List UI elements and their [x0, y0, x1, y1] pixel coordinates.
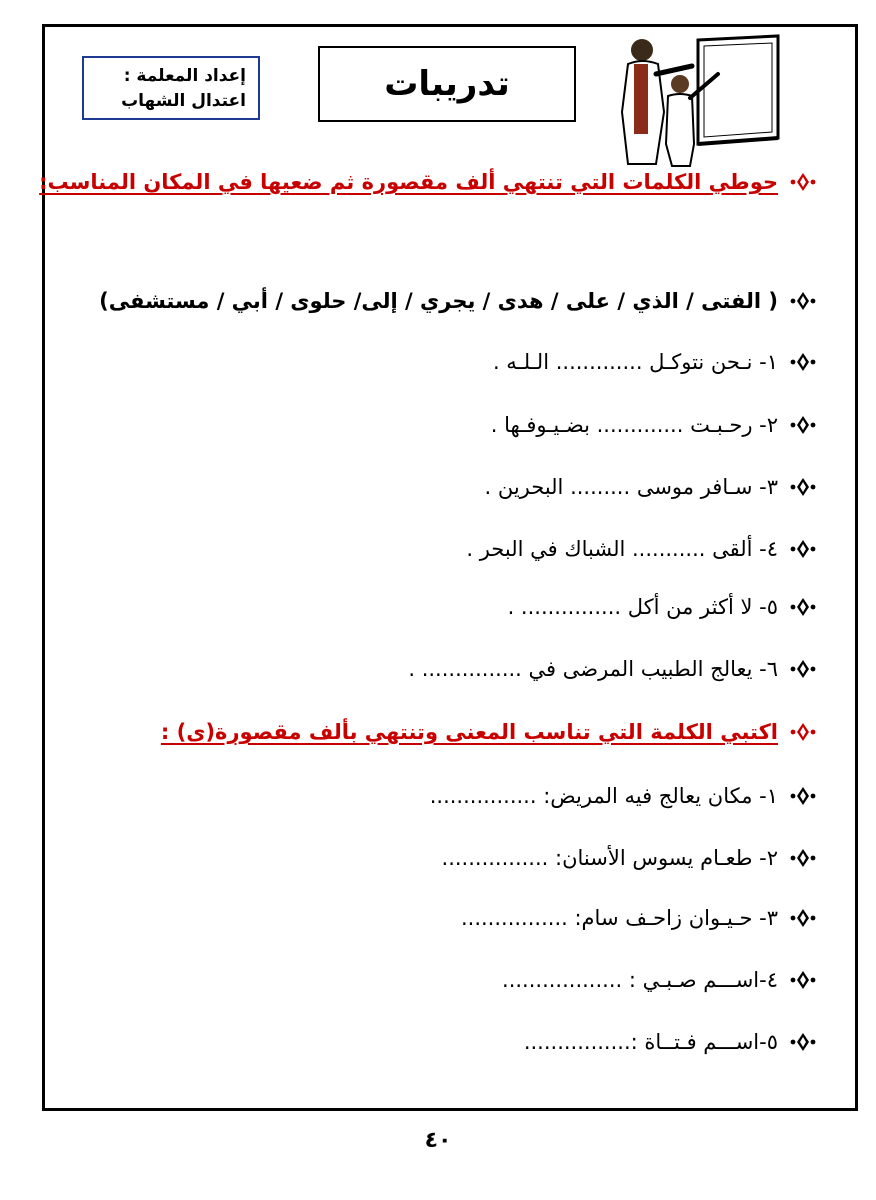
exercise-item	[502, 968, 816, 992]
exercise-item	[461, 906, 816, 930]
fill-blank-sentence: ٦- يعالج الطبيب المرضى في ............... .	[408, 657, 778, 681]
diamond-bullet-icon	[790, 353, 816, 371]
diamond-bullet-icon	[790, 723, 816, 741]
diamond-bullet-icon	[790, 292, 816, 310]
exercise-item	[442, 846, 816, 870]
definition-prompt: ٥-اســـم فـتــاة :................	[523, 1030, 778, 1054]
instruction-heading-2: اكتبي الكلمة التي تناسب المعنى وتنتهي بألف مقصورة(ى) :	[160, 720, 778, 744]
word-bank: ( الفتى / الذي / على / هدى / يجري / إلى/ حلوى / أبي / مستشفى)	[99, 289, 778, 313]
teacher-credit-box	[82, 56, 260, 120]
diamond-bullet-icon	[790, 909, 816, 927]
definition-prompt: ٤-اســـم صـبـي : ..................	[502, 968, 778, 992]
page-number: ٤٠	[424, 1128, 452, 1153]
page-title: تدريبات	[384, 64, 510, 104]
diamond-bullet-icon	[790, 660, 816, 678]
diamond-bullet-icon	[790, 971, 816, 989]
fill-blank-sentence: ٤- ألقى ........... الشباك في البحر .	[466, 537, 778, 561]
teacher-board-illustration	[606, 34, 782, 168]
exercise-item	[493, 350, 816, 374]
definition-prompt: ١- مكان يعالج فيه المريض: ................	[429, 784, 778, 808]
definition-prompt: ٣- حـيـوان زاحـف سام: ................	[460, 906, 778, 930]
title-box	[318, 46, 576, 122]
diamond-bullet-icon	[790, 1033, 816, 1051]
exercise-item	[466, 537, 816, 561]
diamond-bullet-icon	[790, 416, 816, 434]
diamond-bullet-icon	[790, 478, 816, 496]
fill-blank-sentence: ٥- لا أكثر من أكل ............... .	[507, 595, 778, 619]
exercise-item	[491, 413, 816, 437]
exercise-item	[485, 475, 817, 499]
fill-blank-sentence: ٣- سـافر موسى ......... البحرين .	[484, 475, 778, 499]
instruction-row-2	[161, 720, 816, 744]
fill-blank-sentence: ٢- رحـبـت ............. بضـيـوفـها .	[490, 413, 778, 437]
diamond-bullet-icon	[790, 787, 816, 805]
word-bank-row	[99, 289, 816, 313]
exercise-item	[524, 1030, 816, 1054]
exercise-item	[430, 784, 816, 808]
teacher-label: إعداد المعلمة :	[123, 66, 246, 86]
definition-prompt: ٢- طعـام يسوس الأسنان: ................	[441, 846, 778, 870]
instruction-row-1	[39, 170, 816, 194]
exercise-item	[508, 595, 816, 619]
diamond-bullet-icon	[790, 173, 816, 191]
diamond-bullet-icon	[790, 849, 816, 867]
exercise-item	[408, 657, 816, 681]
diamond-bullet-icon	[790, 598, 816, 616]
teacher-name: اعتدال الشهاب	[121, 91, 246, 111]
diamond-bullet-icon	[790, 540, 816, 558]
instruction-heading-1: حوطي الكلمات التي تنتهي ألف مقصورة ثم ضعيها في المكان المناسب:	[39, 170, 778, 194]
fill-blank-sentence: ١- نـحن نتوكـل ............. الـلـه .	[492, 350, 778, 374]
